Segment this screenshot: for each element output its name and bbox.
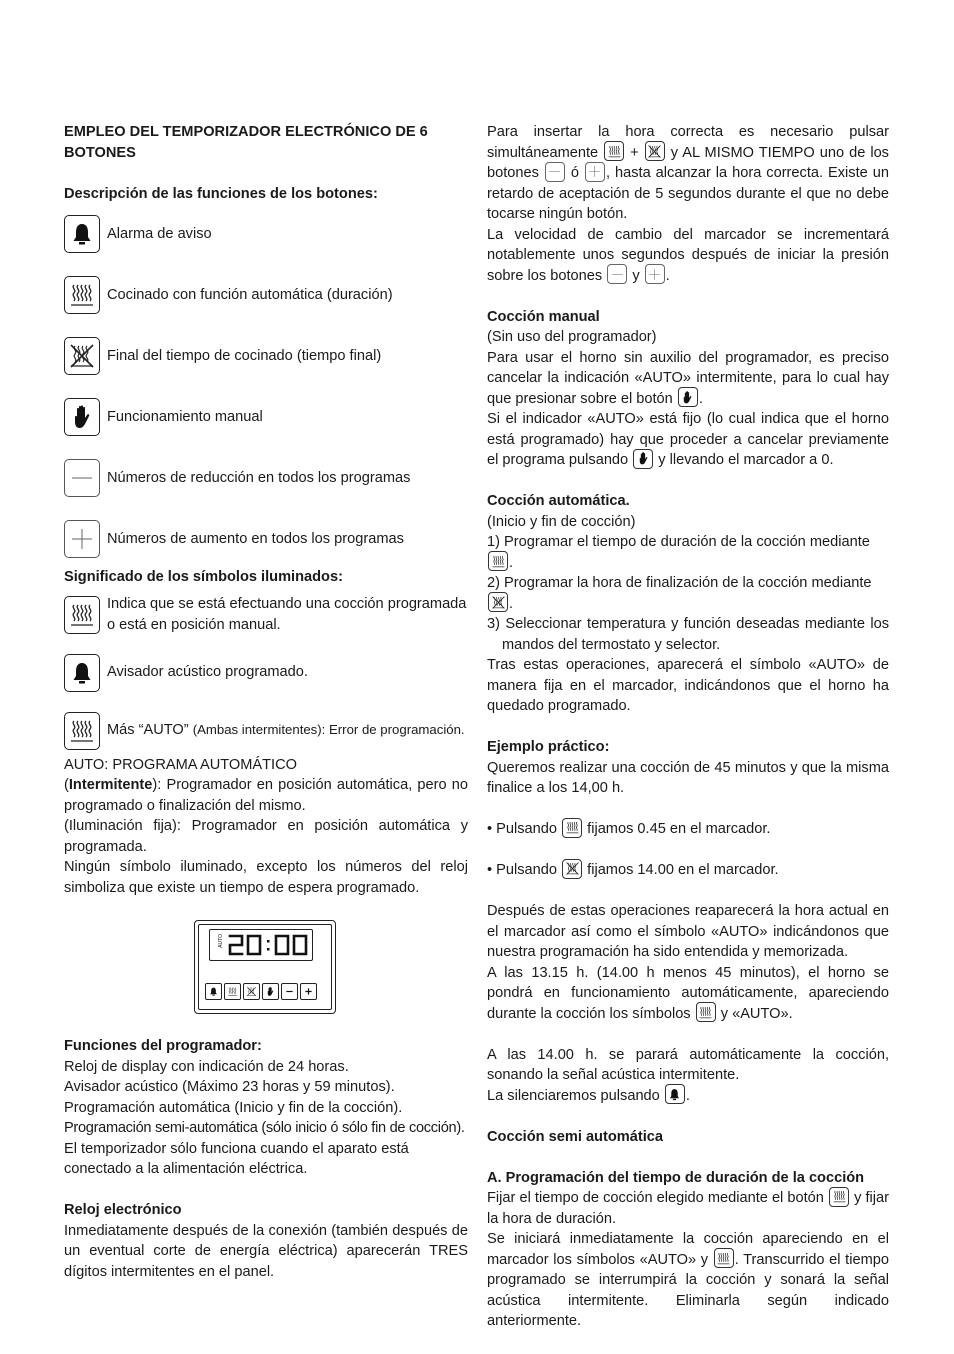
funcion-item: Programación automática (Inicio y fin de la cocción). [64, 1099, 403, 1116]
right-column [487, 122, 889, 1332]
timer-display-panel [194, 920, 336, 1014]
buttons-heading: Descripción de las funciones de los botones: [64, 185, 378, 202]
heat-waves-icon [64, 276, 100, 314]
symbol-row-error [64, 711, 468, 751]
silenciar-text: La silenciaremos pulsando . [487, 1086, 889, 1107]
ejemplo-text: Queremos realizar una cocción de 45 minutos y que la misma finalice a los 14,00 h. [487, 759, 889, 796]
symbol-row-alarm [64, 653, 468, 693]
lcd-digits [226, 932, 310, 958]
lcd-auto-label: AUTO [218, 934, 224, 948]
funcion-item: El temporizador sólo funciona cuando el aparato está conectado a la alimentación eléctrica. [64, 1140, 409, 1177]
heat-waves-crossed-icon [562, 859, 582, 879]
auto-title: AUTO: PROGRAMA AUTOMÁTICO [64, 756, 297, 773]
button-label: Cocinado con función automática (duración) [107, 286, 393, 303]
manual-key[interactable] [262, 983, 279, 1000]
bell-icon [64, 215, 100, 253]
ejemplo-heading: Ejemplo práctico: [487, 739, 610, 755]
heat-waves-icon [64, 596, 100, 634]
auto-heading: Cocción automática. [487, 493, 630, 509]
heat-waves-crossed-icon [64, 337, 100, 375]
end-time-key[interactable] [243, 983, 260, 1000]
lcd-display [209, 929, 313, 961]
heat-waves-icon [604, 141, 624, 161]
bell-icon [64, 654, 100, 692]
button-row-manual [64, 397, 468, 437]
button-row-duration [64, 275, 468, 315]
auto-none: Ningún símbolo iluminado, excepto los números del reloj simboliza que existe un tiempo de espera programado. [64, 859, 468, 896]
a1315-text: A las 13.15 h. (14.00 h menos 45 minutos), el horno se pondrá en funcionamiento automáticamente, apareciendo durante la cocción los símbolos y «AUTO». [487, 964, 889, 1022]
symbol-label: Indica que se está efectuando una cocción programada o está en posición manual. [107, 596, 467, 633]
manual-p1: Para usar el horno sin auxilio del programador, es preciso cancelar la indicación «AUTO» intermitente, para lo cual hay que presionar sobre el botón . [487, 349, 889, 407]
heat-waves-crossed-icon [488, 592, 508, 612]
funcion-item: Programación semi-automática (sólo inicio ó sólo fin de cocción). [64, 1120, 465, 1136]
minus-key[interactable] [281, 983, 298, 1000]
button-row-plus [64, 519, 468, 559]
button-label: Funcionamiento manual [107, 408, 263, 425]
button-label: Números de reducción en todos los programas [107, 469, 411, 486]
auto-intermittent: (Intermitente): Programador en posición automática, pero no programado o finalización del mismo. [64, 777, 468, 814]
button-row-minus [64, 458, 468, 498]
auto-step-1: 1) Programar el tiempo de duración de la cocción mediante . [487, 534, 870, 571]
manual-sub: (Sin uso del programador) [487, 329, 657, 345]
semi-heading: Cocción semi automática [487, 1128, 663, 1145]
plus-icon [585, 162, 605, 182]
symbol-label: Más “AUTO” (Ambas intermitentes): Error de programación. [107, 722, 465, 739]
bell-key[interactable] [205, 983, 222, 1000]
duration-key[interactable] [224, 983, 241, 1000]
auto-after: Tras estas operaciones, aparecerá el símbolo «AUTO» de manera fija en el marcador, indicándonos que el horno ha quedado programado. [487, 657, 889, 714]
symbol-label: Avisador acústico programado. [107, 664, 308, 681]
heat-waves-icon [829, 1187, 849, 1207]
speed-paragraph: La velocidad de cambio del marcador se incrementará notablemente unos segundos después de iniciar la presión sobre los botones y . [487, 226, 889, 284]
button-row-end-time [64, 336, 468, 376]
heat-waves-crossed-icon [645, 141, 665, 161]
semi-a-heading: A. Programación del tiempo de duración de la cocción [487, 1169, 865, 1186]
manual-p2: Si el indicador «AUTO» está fijo (lo cual indica que el horno está programado) hay que proceder a cancelar previamente el programa pulsando y llevando el marcador a 0. [487, 411, 889, 468]
bell-icon [665, 1084, 685, 1104]
a1400-text: A las 14.00 h. se parará automáticamente la cocción, sonando la señal acústica intermitente. [487, 1046, 889, 1083]
button-label: Final del tiempo de cocinado (tiempo final) [107, 347, 382, 364]
button-row-bell [64, 214, 468, 254]
reloj-heading: Reloj electrónico [64, 1202, 182, 1218]
heat-waves-icon [488, 551, 508, 571]
plus-icon [64, 520, 100, 558]
plus-icon [645, 264, 665, 284]
hand-icon [64, 398, 100, 436]
semi-a-p1: Fijar el tiempo de cocción elegido mediante el botón y fijar la hora de duración. [487, 1188, 889, 1229]
funciones-heading: Funciones del programador: [64, 1038, 262, 1054]
auto-step-3: 3) Seleccionar temperatura y función deseadas mediante los mandos del termostato y selector. [487, 616, 889, 653]
minus-icon [64, 459, 100, 497]
heat-waves-icon [696, 1002, 716, 1022]
symbols-heading: Significado de los símbolos iluminados: [64, 569, 343, 585]
left-column [64, 122, 468, 1282]
minus-icon [545, 162, 565, 182]
minus-icon [607, 264, 627, 284]
heat-waves-icon [64, 712, 100, 750]
semi-a-p2: Se iniciará inmediatamente la cocción apareciendo en el marcador los símbolos «AUTO» y . Transcurrido el tiempo programado se interrumpirá la cocción y sonará la señal acústica intermitente. Eliminarla según indicado anteriormente. [487, 1231, 889, 1329]
plus-key[interactable] [300, 983, 317, 1000]
set-time-paragraph: Para insertar la hora correcta es necesario pulsar simultáneamente + y AL MISMO TIEMPO uno de los botones ó , hasta alcanzar la hora correcta. Existe un retardo de aceptación de 5 segundos durante el que no debe tocarse ningún botón. [487, 124, 889, 222]
symbol-row-programmed [64, 594, 468, 636]
bullet-duration: • Pulsando fijamos 0.45 en el marcador. [487, 819, 889, 840]
hand-icon [633, 449, 653, 469]
heat-waves-icon [562, 818, 582, 838]
funcion-item: Reloj de display con indicación de 24 horas. [64, 1058, 349, 1075]
auto-sub: (Inicio y fin de cocción) [487, 513, 636, 530]
button-label: Alarma de aviso [107, 225, 212, 242]
reloj-text: Inmediatamente después de la conexión (también después de un eventual corte de energía eléctrica) aparecerán TRES dígitos intermitentes en el panel. [64, 1222, 468, 1280]
funcion-item: Avisador acústico (Máximo 23 horas y 59 minutos). [64, 1079, 395, 1095]
auto-step-2: 2) Programar la hora de finalización de la cocción mediante . [487, 575, 872, 612]
manual-heading: Cocción manual [487, 308, 600, 325]
bullet-end-time: • Pulsando fijamos 14.00 en el marcador. [487, 860, 889, 881]
panel-keys [205, 983, 317, 1000]
auto-fixed: (Iluminación fija): Programador en posición automática y programada. [64, 818, 468, 855]
hand-icon [678, 387, 698, 407]
despues-text: Después de estas operaciones reaparecerá la hora actual en el marcador así como el símbolo «AUTO» indicándonos que nuestra programación ha sido entendida y memorizada. [487, 903, 889, 960]
heat-waves-icon [714, 1248, 734, 1268]
button-label: Números de aumento en todos los programas [107, 530, 404, 547]
page-title: EMPLEO DEL TEMPORIZADOR ELECTRÓNICO DE 6 BOTONES [64, 124, 428, 161]
